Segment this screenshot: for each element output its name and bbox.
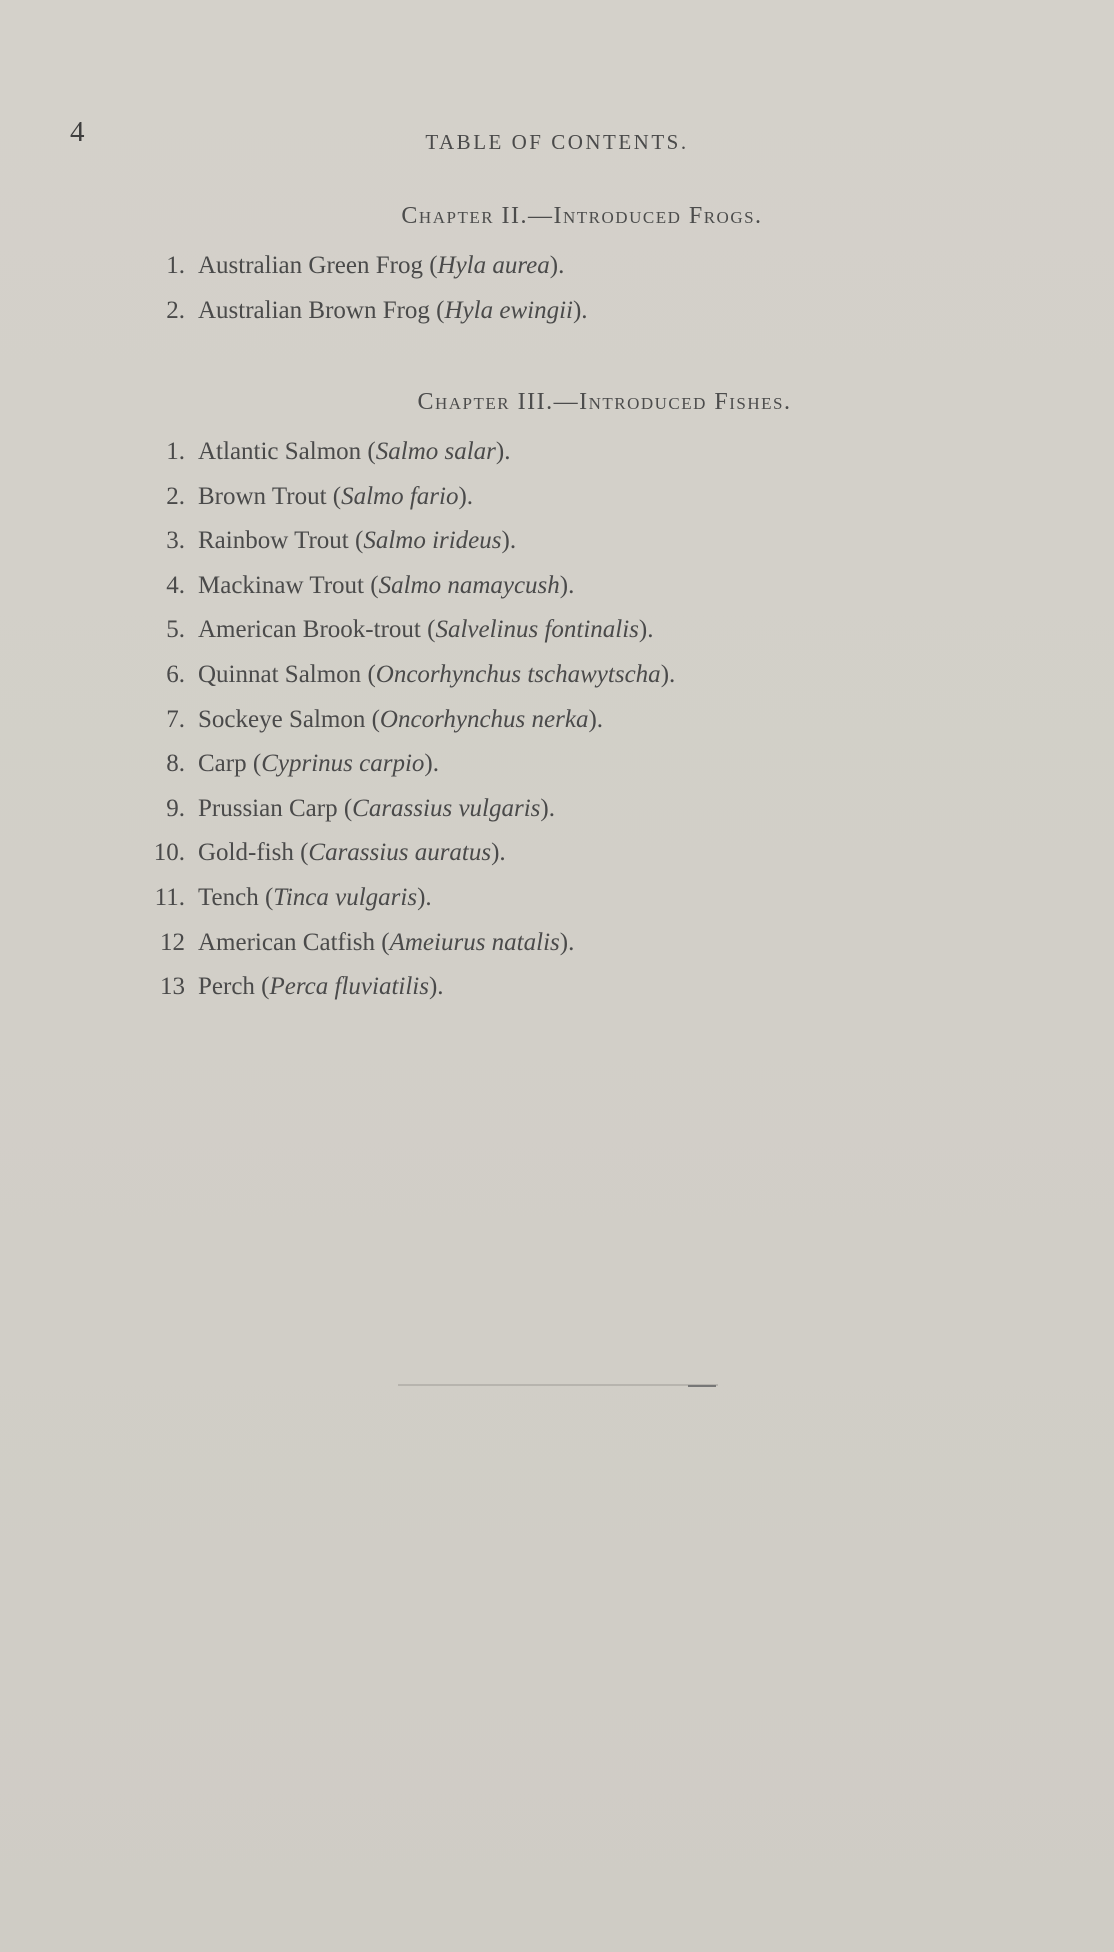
entry-text: Australian Green Frog (Hyla aurea). bbox=[198, 252, 565, 279]
divider-dash bbox=[688, 1385, 716, 1387]
entry-number: 1. bbox=[166, 252, 185, 279]
common-name: American Catfish bbox=[198, 928, 376, 956]
entry-text: Australian Brown Frog (Hyla ewingii). bbox=[198, 296, 588, 324]
entry-text: Tench (Tinca vulgaris). bbox=[198, 883, 432, 911]
entry-text: Carp (Cyprinus carpio). bbox=[198, 750, 439, 778]
common-name: Australian Green Frog bbox=[198, 252, 423, 279]
running-head: TABLE OF CONTENTS. bbox=[425, 130, 689, 154]
entry-number: 2. bbox=[166, 482, 185, 510]
entry-number: 4. bbox=[166, 571, 185, 599]
entry-number: 1. bbox=[166, 438, 185, 465]
entry-text: Quinnat Salmon (Oncorhynchus tschawytscha). bbox=[198, 660, 676, 688]
common-name: Rainbow Trout bbox=[198, 527, 349, 555]
entry-number: 9. bbox=[166, 794, 185, 822]
entry-text: Gold-fish (Carassius auratus). bbox=[198, 839, 506, 867]
scientific-name: Carassius auratus bbox=[308, 839, 492, 867]
scientific-name: Salvelinus fontinalis bbox=[435, 616, 639, 644]
entry-number: 2. bbox=[166, 296, 185, 324]
scientific-name: Hyla ewingii bbox=[444, 296, 573, 324]
scientific-name: Tinca vulgaris bbox=[273, 883, 418, 911]
common-name: Brown Trout bbox=[198, 482, 327, 510]
common-name: Quinnat Salmon bbox=[198, 660, 362, 688]
scientific-name: Salmo namaycush bbox=[378, 571, 560, 599]
entry-text: Sockeye Salmon (Oncorhynchus nerka). bbox=[198, 705, 604, 733]
scientific-name: Oncorhynchus nerka bbox=[379, 705, 589, 733]
entry-text: Atlantic Salmon (Salmo salar). bbox=[198, 438, 511, 465]
common-name: Carp bbox=[198, 750, 247, 778]
entry-number: 10. bbox=[153, 839, 185, 867]
page-number: 4 bbox=[70, 116, 85, 148]
entry-number: 3. bbox=[166, 527, 185, 555]
scientific-name: Perca fluviatilis bbox=[269, 973, 429, 1001]
entry-number: 6. bbox=[166, 660, 185, 688]
scientific-name: Hyla aurea bbox=[437, 252, 550, 279]
entry-number: 12 bbox=[160, 928, 185, 956]
scientific-name: Salmo irideus bbox=[363, 527, 502, 555]
entry-number: 8. bbox=[166, 750, 185, 778]
entry-number: 11. bbox=[154, 883, 185, 911]
common-name: Perch bbox=[198, 973, 255, 1001]
scientific-name: Carassius vulgaris bbox=[352, 794, 541, 822]
section-divider-rule bbox=[398, 1384, 718, 1386]
scientific-name: Salmo fario bbox=[341, 482, 459, 510]
chapter-heading: Chapter III.—Introduced Fishes. bbox=[417, 389, 792, 415]
entry-text: American Brook-trout (Salvelinus fontinalis). bbox=[198, 616, 654, 644]
common-name: Gold-fish bbox=[198, 839, 294, 867]
common-name: Atlantic Salmon bbox=[198, 438, 362, 465]
entry-number: 7. bbox=[166, 705, 185, 733]
scientific-name: Cyprinus carpio bbox=[261, 750, 425, 778]
common-name: Prussian Carp bbox=[198, 794, 338, 822]
entry-text: American Catfish (Ameiurus natalis). bbox=[198, 928, 575, 956]
entry-number: 13 bbox=[160, 973, 185, 1001]
chapter-heading: Chapter II.—Introduced Frogs. bbox=[401, 203, 763, 229]
common-name: Sockeye Salmon bbox=[198, 705, 366, 733]
common-name: Mackinaw Trout bbox=[198, 571, 364, 599]
entry-text: Mackinaw Trout (Salmo namaycush). bbox=[198, 571, 575, 599]
scientific-name: Ameiurus natalis bbox=[389, 928, 560, 956]
common-name: Australian Brown Frog bbox=[198, 296, 430, 324]
entry-text: Brown Trout (Salmo fario). bbox=[198, 482, 474, 510]
entry-number: 5. bbox=[166, 616, 185, 644]
common-name: American Brook-trout bbox=[198, 616, 421, 644]
common-name: Tench bbox=[198, 883, 259, 911]
entry-text: Prussian Carp (Carassius vulgaris). bbox=[198, 794, 555, 822]
scientific-name: Salmo salar bbox=[375, 438, 496, 465]
entry-text: Perch (Perca fluviatilis). bbox=[198, 973, 444, 1001]
scientific-name: Oncorhynchus tschawytscha bbox=[375, 660, 661, 688]
entry-text: Rainbow Trout (Salmo irideus). bbox=[198, 527, 517, 555]
